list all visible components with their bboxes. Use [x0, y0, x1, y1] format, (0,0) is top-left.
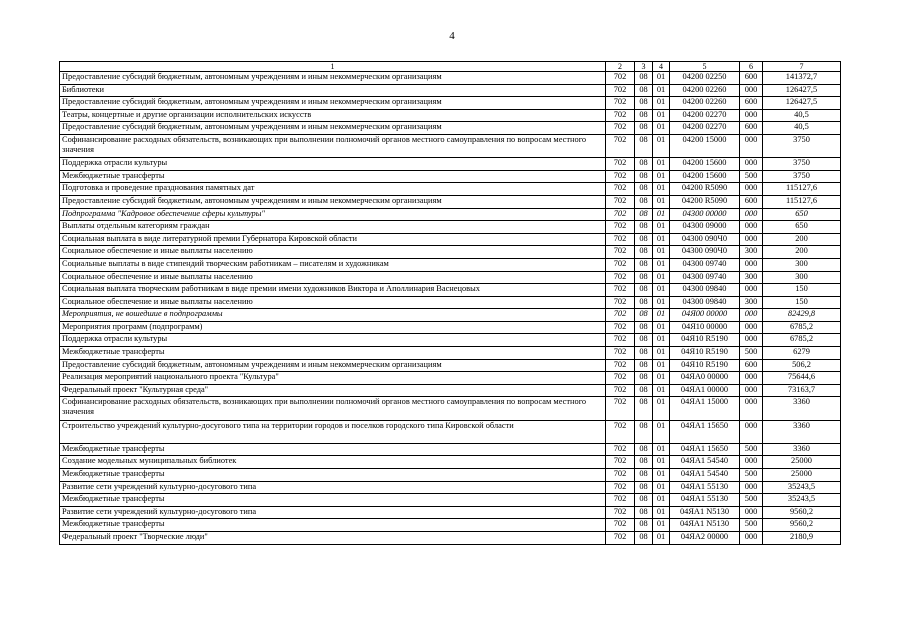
row-amount: 40,5 [763, 122, 841, 135]
row-amount: 35243,5 [763, 481, 841, 494]
row-code-2: 702 [606, 296, 635, 309]
column-header: 1 [60, 62, 606, 72]
row-amount: 300 [763, 258, 841, 271]
row-code-4: 01 [653, 183, 670, 196]
row-code-2: 702 [606, 97, 635, 110]
row-code-5: 04200 15000 [670, 134, 740, 157]
row-name-cell: Предоставление субсидий бюджетным, автономным учреждениям и иным некоммерческим организациям [60, 122, 606, 135]
row-amount: 126427,5 [763, 84, 841, 97]
row-name-cell: Межбюджетные трансферты [60, 443, 606, 456]
row-code-2: 702 [606, 221, 635, 234]
row-code-2: 702 [606, 84, 635, 97]
row-code-6: 000 [740, 321, 763, 334]
table-row [60, 469, 841, 482]
column-header: 7 [763, 62, 841, 72]
row-code-4: 01 [653, 321, 670, 334]
row-code-5: 04200 R5090 [670, 183, 740, 196]
row-code-2: 702 [606, 372, 635, 385]
row-code-5: 04Я10 R5190 [670, 359, 740, 372]
row-code-4: 01 [653, 519, 670, 532]
row-code-4: 01 [653, 134, 670, 157]
row-code-5: 04200 02250 [670, 72, 740, 85]
row-code-5: 04ЯА1 55130 [670, 481, 740, 494]
row-code-4: 01 [653, 531, 670, 544]
row-code-5: 04200 15600 [670, 158, 740, 171]
row-name-cell: Поддержка отрасли культуры [60, 334, 606, 347]
row-name-cell: Библиотеки [60, 84, 606, 97]
row-amount: 150 [763, 284, 841, 297]
page-number: 4 [449, 30, 455, 42]
row-code-3: 08 [635, 309, 653, 322]
table-row [60, 296, 841, 309]
row-code-3: 08 [635, 221, 653, 234]
row-code-4: 01 [653, 97, 670, 110]
row-code-5: 04Я10 R5190 [670, 347, 740, 360]
row-code-2: 702 [606, 359, 635, 372]
row-code-3: 08 [635, 347, 653, 360]
row-code-5: 04Я10 00000 [670, 321, 740, 334]
row-amount: 300 [763, 271, 841, 284]
row-code-6: 000 [740, 84, 763, 97]
row-code-5: 04200 02260 [670, 97, 740, 110]
row-code-2: 702 [606, 258, 635, 271]
table-row [60, 359, 841, 372]
row-code-4: 01 [653, 195, 670, 208]
row-code-4: 01 [653, 170, 670, 183]
row-code-5: 04ЯА1 N5130 [670, 519, 740, 532]
row-code-2: 702 [606, 334, 635, 347]
row-code-6: 500 [740, 443, 763, 456]
row-name-cell: Предоставление субсидий бюджетным, автономным учреждениям и иным некоммерческим организациям [60, 359, 606, 372]
row-code-2: 702 [606, 309, 635, 322]
row-name-cell: Предоставление субсидий бюджетным, автономным учреждениям и иным некоммерческим организациям [60, 195, 606, 208]
row-code-6: 600 [740, 72, 763, 85]
row-code-2: 702 [606, 347, 635, 360]
row-amount: 6785,2 [763, 334, 841, 347]
table-row [60, 134, 841, 157]
row-name-cell: Социальное обеспечение и иные выплаты населению [60, 296, 606, 309]
row-code-6: 000 [740, 481, 763, 494]
row-amount: 75644,6 [763, 372, 841, 385]
row-code-3: 08 [635, 494, 653, 507]
table-row [60, 321, 841, 334]
column-header: 3 [635, 62, 653, 72]
row-code-5: 04300 09840 [670, 296, 740, 309]
row-code-4: 01 [653, 221, 670, 234]
row-code-6: 000 [740, 233, 763, 246]
row-code-3: 08 [635, 481, 653, 494]
row-code-3: 08 [635, 469, 653, 482]
row-code-5: 04200 15600 [670, 170, 740, 183]
row-code-6: 000 [740, 183, 763, 196]
row-name-cell: Предоставление субсидий бюджетным, автономным учреждениям и иным некоммерческим организациям [60, 97, 606, 110]
row-code-3: 08 [635, 208, 653, 221]
row-amount: 506,2 [763, 359, 841, 372]
table-row [60, 531, 841, 544]
row-code-6: 500 [740, 469, 763, 482]
row-name-cell: Подготовка и проведение празднования памятных дат [60, 183, 606, 196]
row-code-2: 702 [606, 233, 635, 246]
row-name-cell: Межбюджетные трансферты [60, 170, 606, 183]
row-code-3: 08 [635, 84, 653, 97]
table-row [60, 97, 841, 110]
row-amount: 25000 [763, 469, 841, 482]
row-code-3: 08 [635, 443, 653, 456]
row-code-4: 01 [653, 372, 670, 385]
row-code-6: 300 [740, 296, 763, 309]
row-code-4: 01 [653, 109, 670, 122]
row-name-cell: Социальная выплата в виде литературной премии Губернатора Кировской области [60, 233, 606, 246]
row-code-2: 702 [606, 397, 635, 420]
table-row [60, 397, 841, 420]
row-amount: 3360 [763, 397, 841, 420]
row-code-4: 01 [653, 334, 670, 347]
row-code-3: 08 [635, 321, 653, 334]
table-row [60, 519, 841, 532]
column-header: 6 [740, 62, 763, 72]
row-code-6: 000 [740, 309, 763, 322]
row-code-6: 000 [740, 284, 763, 297]
row-code-6: 500 [740, 494, 763, 507]
row-code-5: 04ЯА2 00000 [670, 531, 740, 544]
row-code-3: 08 [635, 122, 653, 135]
row-code-4: 01 [653, 384, 670, 397]
row-code-5: 04200 02270 [670, 109, 740, 122]
row-name-cell: Развитие сети учреждений культурно-досугового типа [60, 506, 606, 519]
row-code-3: 08 [635, 109, 653, 122]
table-row [60, 481, 841, 494]
row-code-4: 01 [653, 208, 670, 221]
row-amount: 82429,8 [763, 309, 841, 322]
row-code-2: 702 [606, 456, 635, 469]
row-amount: 3750 [763, 170, 841, 183]
row-amount: 3360 [763, 443, 841, 456]
row-code-6: 500 [740, 519, 763, 532]
row-amount: 2180,9 [763, 531, 841, 544]
row-code-5: 04ЯА1 15000 [670, 397, 740, 420]
row-code-6: 600 [740, 97, 763, 110]
table-row [60, 456, 841, 469]
row-code-5: 04300 09740 [670, 271, 740, 284]
table-row [60, 258, 841, 271]
table-row [60, 420, 841, 443]
row-code-3: 08 [635, 420, 653, 443]
row-code-3: 08 [635, 531, 653, 544]
table-row [60, 284, 841, 297]
row-amount: 141372,7 [763, 72, 841, 85]
row-code-2: 702 [606, 443, 635, 456]
table-row [60, 309, 841, 322]
table-row [60, 443, 841, 456]
row-amount: 25000 [763, 456, 841, 469]
row-name-cell: Подпрограмма "Кадровое обеспечение сферы культуры" [60, 208, 606, 221]
row-name-cell: Мероприятия, не вошедшие в подпрограммы [60, 309, 606, 322]
table-row [60, 233, 841, 246]
table-row [60, 195, 841, 208]
row-name-cell: Социальная выплата творческим работникам в виде премии имени художников Виктора и Аполлинария Васнецовых [60, 284, 606, 297]
row-amount: 6785,2 [763, 321, 841, 334]
row-code-4: 01 [653, 359, 670, 372]
table-row [60, 347, 841, 360]
row-name-cell: Социальное обеспечение и иные выплаты населению [60, 246, 606, 259]
row-code-4: 01 [653, 258, 670, 271]
row-code-6: 000 [740, 208, 763, 221]
row-name-cell: Развитие сети учреждений культурно-досугового типа [60, 481, 606, 494]
row-name-cell: Софинансирование расходных обязательств, возникающих при выполнении полномочий органов местного самоуправления по вопросам местного значения [60, 397, 606, 420]
row-code-2: 702 [606, 531, 635, 544]
row-code-4: 01 [653, 271, 670, 284]
row-code-5: 04ЯА1 54540 [670, 456, 740, 469]
row-name-cell: Театры, концертные и другие организации исполнительских искусств [60, 109, 606, 122]
row-code-5: 04200 R5090 [670, 195, 740, 208]
row-code-6: 000 [740, 420, 763, 443]
row-code-2: 702 [606, 158, 635, 171]
row-code-4: 01 [653, 122, 670, 135]
table-header-row [60, 62, 841, 72]
row-name-cell: Строительство учреждений культурно-досугового типа на территории городов и поселков городского типа Кировской области [60, 420, 606, 443]
row-code-2: 702 [606, 420, 635, 443]
row-code-4: 01 [653, 296, 670, 309]
row-amount: 650 [763, 208, 841, 221]
row-code-4: 01 [653, 284, 670, 297]
row-code-4: 01 [653, 347, 670, 360]
row-code-4: 01 [653, 443, 670, 456]
row-code-4: 01 [653, 481, 670, 494]
row-name-cell: Выплаты отдельным категориям граждан [60, 221, 606, 234]
row-name-cell: Социальные выплаты в виде стипендий творческим работникам – писателям и художникам [60, 258, 606, 271]
row-code-6: 000 [740, 456, 763, 469]
table-row [60, 494, 841, 507]
row-code-5: 04300 09000 [670, 221, 740, 234]
row-amount: 115127,6 [763, 195, 841, 208]
row-amount: 3360 [763, 420, 841, 443]
row-code-4: 01 [653, 456, 670, 469]
row-code-4: 01 [653, 420, 670, 443]
row-amount: 9560,2 [763, 519, 841, 532]
row-code-3: 08 [635, 296, 653, 309]
row-code-5: 04ЯА1 N5130 [670, 506, 740, 519]
row-name-cell: Межбюджетные трансферты [60, 519, 606, 532]
table-row [60, 208, 841, 221]
row-code-6: 000 [740, 258, 763, 271]
row-code-6: 000 [740, 221, 763, 234]
row-amount: 126427,5 [763, 97, 841, 110]
table-row [60, 109, 841, 122]
table-row [60, 72, 841, 85]
row-code-6: 000 [740, 134, 763, 157]
row-code-3: 08 [635, 271, 653, 284]
row-code-5: 04200 02260 [670, 84, 740, 97]
table-row [60, 158, 841, 171]
row-code-4: 01 [653, 309, 670, 322]
row-code-6: 500 [740, 347, 763, 360]
row-code-2: 702 [606, 170, 635, 183]
table-row [60, 334, 841, 347]
row-code-4: 01 [653, 84, 670, 97]
row-code-3: 08 [635, 372, 653, 385]
row-code-3: 08 [635, 334, 653, 347]
row-code-3: 08 [635, 97, 653, 110]
row-code-5: 04Я00 00000 [670, 309, 740, 322]
row-code-2: 702 [606, 481, 635, 494]
row-code-3: 08 [635, 72, 653, 85]
row-code-2: 702 [606, 134, 635, 157]
row-amount: 3750 [763, 134, 841, 157]
row-code-4: 01 [653, 246, 670, 259]
row-name-cell: Федеральный проект "Культурная среда" [60, 384, 606, 397]
row-code-6: 600 [740, 359, 763, 372]
row-code-2: 702 [606, 109, 635, 122]
row-code-2: 702 [606, 208, 635, 221]
column-header: 5 [670, 62, 740, 72]
row-code-3: 08 [635, 170, 653, 183]
row-code-5: 04Я10 R5190 [670, 334, 740, 347]
row-code-4: 01 [653, 506, 670, 519]
row-code-4: 01 [653, 233, 670, 246]
row-code-6: 600 [740, 195, 763, 208]
row-code-6: 300 [740, 271, 763, 284]
table-row [60, 221, 841, 234]
table-row [60, 183, 841, 196]
row-code-3: 08 [635, 258, 653, 271]
row-code-6: 300 [740, 246, 763, 259]
row-code-3: 08 [635, 183, 653, 196]
row-amount: 150 [763, 296, 841, 309]
row-amount: 9560,2 [763, 506, 841, 519]
row-code-3: 08 [635, 397, 653, 420]
row-code-5: 04300 090Ч0 [670, 233, 740, 246]
table-row [60, 384, 841, 397]
row-code-5: 04ЯА0 00000 [670, 372, 740, 385]
table-row [60, 271, 841, 284]
row-code-2: 702 [606, 122, 635, 135]
row-code-2: 702 [606, 494, 635, 507]
row-code-3: 08 [635, 195, 653, 208]
table-row [60, 170, 841, 183]
table-row [60, 84, 841, 97]
row-code-2: 702 [606, 271, 635, 284]
row-name-cell: Мероприятия программ (подпрограмм) [60, 321, 606, 334]
row-name-cell: Софинансирование расходных обязательств, возникающих при выполнении полномочий органов местного самоуправления по вопросам местного значения [60, 134, 606, 157]
row-code-5: 04ЯА1 15650 [670, 420, 740, 443]
row-amount: 35243,5 [763, 494, 841, 507]
table-row [60, 246, 841, 259]
row-amount: 3750 [763, 158, 841, 171]
row-code-3: 08 [635, 519, 653, 532]
row-code-5: 04ЯА1 15650 [670, 443, 740, 456]
row-amount: 650 [763, 221, 841, 234]
row-code-6: 000 [740, 384, 763, 397]
table-body [60, 72, 841, 545]
row-code-6: 000 [740, 109, 763, 122]
row-code-3: 08 [635, 284, 653, 297]
row-code-6: 000 [740, 506, 763, 519]
table-row [60, 372, 841, 385]
row-code-3: 08 [635, 246, 653, 259]
row-name-cell: Межбюджетные трансферты [60, 494, 606, 507]
row-name-cell: Межбюджетные трансферты [60, 347, 606, 360]
row-code-3: 08 [635, 506, 653, 519]
row-code-6: 000 [740, 531, 763, 544]
row-amount: 73163,7 [763, 384, 841, 397]
row-code-3: 08 [635, 384, 653, 397]
row-code-6: 500 [740, 170, 763, 183]
row-code-5: 04300 00000 [670, 208, 740, 221]
row-code-5: 04ЯА1 55130 [670, 494, 740, 507]
table-row [60, 506, 841, 519]
column-header: 4 [653, 62, 670, 72]
row-amount: 40,5 [763, 109, 841, 122]
row-amount: 6279 [763, 347, 841, 360]
row-code-2: 702 [606, 384, 635, 397]
row-name-cell: Предоставление субсидий бюджетным, автономным учреждениям и иным некоммерческим организациям [60, 72, 606, 85]
row-name-cell: Реализация мероприятий национального проекта "Культура" [60, 372, 606, 385]
row-code-5: 04ЯА1 00000 [670, 384, 740, 397]
row-code-4: 01 [653, 469, 670, 482]
column-header: 2 [606, 62, 635, 72]
row-code-2: 702 [606, 321, 635, 334]
row-code-6: 600 [740, 122, 763, 135]
row-name-cell: Межбюджетные трансферты [60, 469, 606, 482]
row-code-5: 04300 09840 [670, 284, 740, 297]
row-code-4: 01 [653, 397, 670, 420]
row-code-5: 04200 02270 [670, 122, 740, 135]
row-name-cell: Поддержка отрасли культуры [60, 158, 606, 171]
row-code-2: 702 [606, 519, 635, 532]
row-code-6: 000 [740, 158, 763, 171]
row-code-3: 08 [635, 456, 653, 469]
row-code-5: 04ЯА1 54540 [670, 469, 740, 482]
row-code-2: 702 [606, 72, 635, 85]
row-code-2: 702 [606, 183, 635, 196]
row-name-cell: Социальное обеспечение и иные выплаты населению [60, 271, 606, 284]
row-code-3: 08 [635, 134, 653, 157]
row-code-6: 000 [740, 397, 763, 420]
row-code-6: 000 [740, 372, 763, 385]
table-row [60, 122, 841, 135]
row-code-4: 01 [653, 158, 670, 171]
row-code-3: 08 [635, 233, 653, 246]
row-code-5: 04300 09740 [670, 258, 740, 271]
budget-table [59, 61, 841, 545]
row-code-2: 702 [606, 284, 635, 297]
row-code-2: 702 [606, 246, 635, 259]
row-code-6: 000 [740, 334, 763, 347]
row-code-3: 08 [635, 359, 653, 372]
row-code-4: 01 [653, 72, 670, 85]
row-amount: 115127,6 [763, 183, 841, 196]
row-code-2: 702 [606, 469, 635, 482]
row-code-4: 01 [653, 494, 670, 507]
row-name-cell: Создание модельных муниципальных библиотек [60, 456, 606, 469]
row-amount: 200 [763, 246, 841, 259]
row-code-2: 702 [606, 506, 635, 519]
row-code-2: 702 [606, 195, 635, 208]
row-name-cell: Федеральный проект "Творческие люди" [60, 531, 606, 544]
row-amount: 200 [763, 233, 841, 246]
row-code-3: 08 [635, 158, 653, 171]
row-code-5: 04300 090Ч0 [670, 246, 740, 259]
